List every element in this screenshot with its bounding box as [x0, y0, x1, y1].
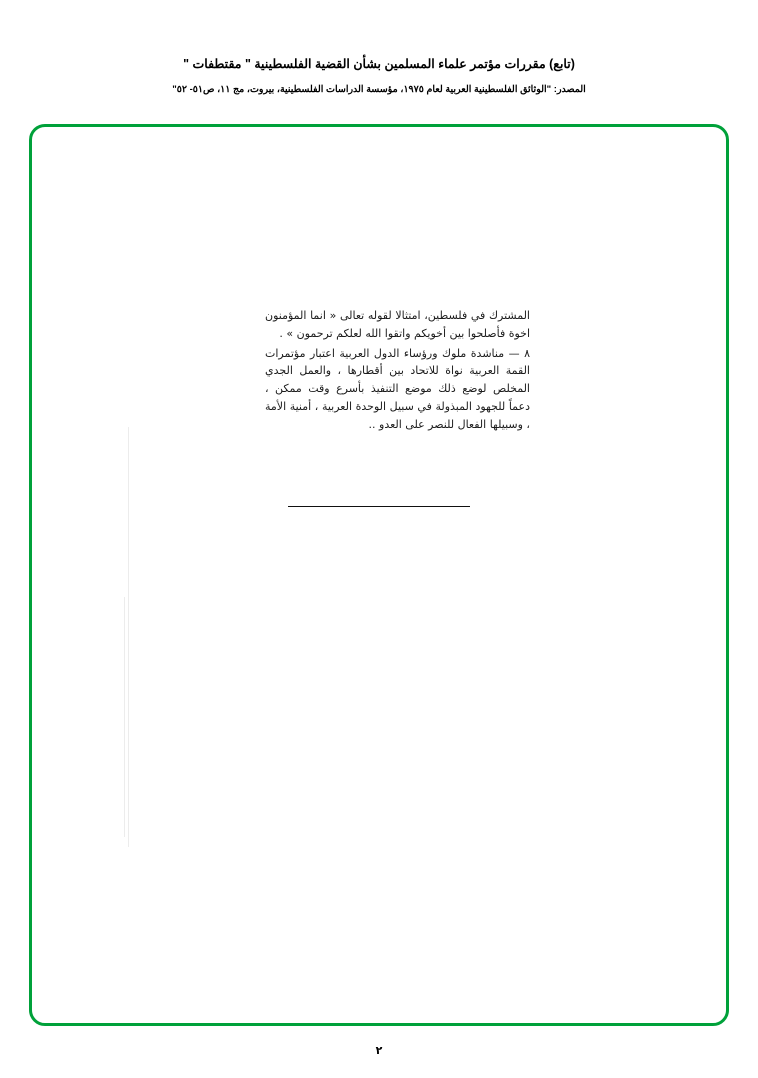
- scan-artifact-left: [128, 427, 129, 847]
- source-citation: المصدر: "الوثائق الفلسطينية العربية لعام ١٩٧٥، مؤسسة الدراسات الفلسطينية، بيروت، مج ١١، ص٥١- ٥٢": [172, 83, 586, 95]
- page-header: [0, 56, 758, 96]
- paragraph-continuation: المشترك في فلسطين، امتثالا لقوله تعالى « انما المؤمنون اخوة فأصلحوا بين أخويكم واتقوا الله لعلكم ترحمون » .: [265, 309, 530, 340]
- document-body: [265, 307, 530, 436]
- section-divider: [288, 506, 470, 507]
- paragraph-item-8: ٨ — مناشدة ملوك ورؤساء الدول العربية اعتبار مؤتمرات القمة العربية نواة للاتحاد بين أقطارها ، والعمل الجدي المخلص لوضع ذلك موضع التنفيذ بأسرع وقت ممكن ، دعماً للجهود المبذولة في سبيل الوحدة العربية ، أمنية الأمة ، وسبيلها الفعال للنصر على العدو ..: [265, 346, 530, 431]
- scan-artifact-left-2: [124, 597, 125, 837]
- page-number: ٢: [375, 1044, 383, 1057]
- scanned-page-frame: [29, 124, 729, 1026]
- page-title: (تابع) مقررات مؤتمر علماء المسلمين بشأن القضية الفلسطينية " مقتطفات ": [183, 57, 575, 71]
